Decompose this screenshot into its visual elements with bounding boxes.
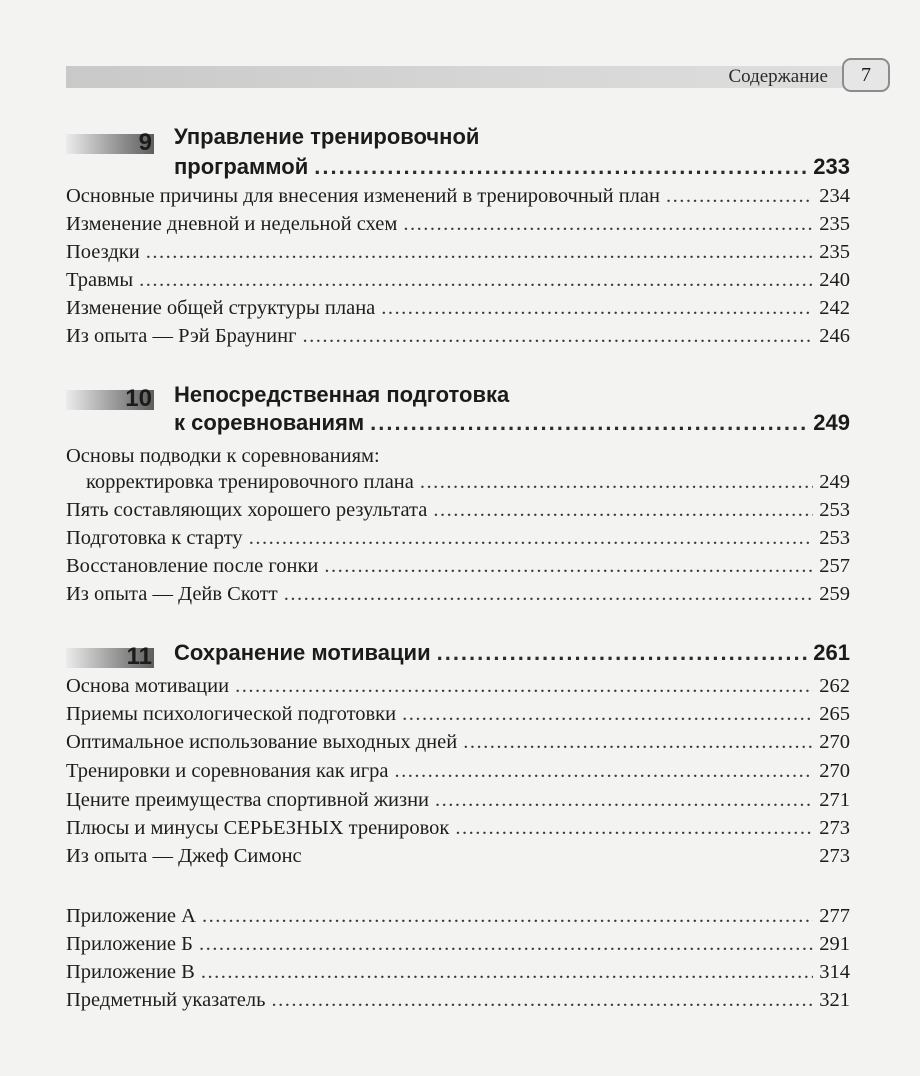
toc-entry[interactable] xyxy=(66,700,850,728)
entry-page: 249 xyxy=(819,471,850,493)
entry-page: 291 xyxy=(819,933,850,955)
toc-entry-appendix[interactable] xyxy=(66,958,850,986)
chapter-title-line xyxy=(174,122,850,152)
dot-leader xyxy=(201,958,813,986)
dot-leader xyxy=(139,266,813,294)
entry-title: Приложение В xyxy=(66,961,195,983)
entry-title: корректировка тренировочного плана xyxy=(86,471,414,493)
entry-page: 277 xyxy=(819,905,850,927)
toc-entry-appendix[interactable] xyxy=(66,930,850,958)
chapter-11-heading xyxy=(66,640,850,674)
entry-page: 234 xyxy=(819,185,850,207)
entry-page: 270 xyxy=(819,760,850,782)
entry-title: Приемы психологической подготовки xyxy=(66,703,397,725)
dot-leader xyxy=(249,524,814,552)
entry-title: Подготовка к старту xyxy=(66,527,243,549)
toc-entry[interactable] xyxy=(66,294,850,322)
dot-leader xyxy=(272,986,814,1014)
entry-page: 253 xyxy=(819,499,850,521)
entry-title: Плюсы и минусы СЕРЬЕЗНЫХ тренировок xyxy=(66,817,450,839)
chapter-title: к соревнованиям xyxy=(174,410,365,435)
chapter-title-line xyxy=(174,408,850,438)
chapter-title-line xyxy=(174,152,850,182)
entry-page: 265 xyxy=(819,703,850,725)
entry-page: 253 xyxy=(819,527,850,549)
entry-title: Оптимальное использование выходных дней xyxy=(66,731,458,753)
chapter-title: программой xyxy=(174,154,309,179)
dot-leader xyxy=(402,700,813,728)
chapter-title-line xyxy=(174,638,850,668)
chapter-number: 9 xyxy=(138,129,152,156)
toc-lead-line: Основы подводки к соревнованиям: xyxy=(66,445,380,467)
toc-entry[interactable] xyxy=(66,842,850,870)
entry-title: Из опыта — Рэй Браунинг xyxy=(66,325,297,347)
entry-page: 259 xyxy=(819,583,850,605)
dot-leader xyxy=(284,580,814,608)
entry-title: Приложение Б xyxy=(66,933,193,955)
entry-page: 235 xyxy=(819,213,850,235)
entry-page: 240 xyxy=(819,269,850,291)
entry-page: 273 xyxy=(819,817,850,839)
chapter-title: Непосредственная подготовка xyxy=(174,382,510,407)
toc-entry[interactable] xyxy=(66,814,850,842)
dot-leader xyxy=(324,552,813,580)
dot-leader xyxy=(146,238,814,266)
chapter-page: 233 xyxy=(813,154,850,179)
entry-page: 262 xyxy=(819,675,850,697)
chapter-title: Управление тренировочной xyxy=(174,124,480,149)
dot-leader xyxy=(435,786,813,814)
entry-title: Изменение дневной и недельной схем xyxy=(66,213,398,235)
entry-title: Изменение общей структуры плана xyxy=(66,297,376,319)
toc-entry[interactable] xyxy=(66,757,850,785)
entry-page: 257 xyxy=(819,555,850,577)
toc-entry[interactable] xyxy=(66,580,850,608)
toc-entry[interactable] xyxy=(86,468,850,496)
page-number: 7 xyxy=(842,58,890,92)
chapter-title: Сохранение мотивации xyxy=(174,640,431,665)
dot-leader xyxy=(666,182,813,210)
dot-leader xyxy=(314,152,807,182)
dot-leader xyxy=(199,930,813,958)
dot-leader xyxy=(202,902,813,930)
entry-page: 271 xyxy=(819,789,850,811)
toc-entry[interactable] xyxy=(66,210,850,238)
page-header-title: Содержание xyxy=(728,66,828,87)
toc-entry[interactable] xyxy=(66,238,850,266)
toc-entry[interactable] xyxy=(66,728,850,756)
chapter-page: 249 xyxy=(813,410,850,435)
dot-leader xyxy=(463,728,813,756)
dot-leader xyxy=(303,322,814,350)
dot-leader xyxy=(403,210,813,238)
toc-entry[interactable] xyxy=(66,552,850,580)
toc-entry-index[interactable] xyxy=(66,986,850,1014)
toc-entry-appendix[interactable] xyxy=(66,902,850,930)
dot-leader xyxy=(395,757,814,785)
entry-title: Из опыта — Джеф Симонс xyxy=(66,845,302,867)
entry-page: 314 xyxy=(819,961,850,983)
entry-title: Приложение А xyxy=(66,905,196,927)
toc-entry[interactable] xyxy=(66,322,850,350)
dot-leader xyxy=(420,468,813,496)
entry-title: Поездки xyxy=(66,241,140,263)
entry-title: Основа мотивации xyxy=(66,675,230,697)
toc-entry[interactable] xyxy=(66,786,850,814)
entry-page: 242 xyxy=(819,297,850,319)
dot-leader xyxy=(455,814,813,842)
dot-leader xyxy=(437,638,808,668)
dot-leader xyxy=(381,294,813,322)
entry-title: Цените преимущества спортивной жизни xyxy=(66,789,430,811)
entry-title: Пять составляющих хорошего результата xyxy=(66,499,428,521)
entry-page: 246 xyxy=(819,325,850,347)
dot-leader xyxy=(235,672,813,700)
entry-title: Основные причины для внесения изменений в тренировочный план xyxy=(66,185,660,207)
entry-title: Из опыта — Дейв Скотт xyxy=(66,583,278,605)
chapter-page: 261 xyxy=(813,640,850,665)
toc-entry[interactable] xyxy=(66,182,850,210)
toc-entry[interactable] xyxy=(66,672,850,700)
toc-entry[interactable] xyxy=(66,266,850,294)
toc-entry[interactable] xyxy=(66,496,850,524)
dot-leader xyxy=(433,496,813,524)
chapter-number: 11 xyxy=(126,643,152,670)
entry-page: 235 xyxy=(819,241,850,263)
chapter-number: 10 xyxy=(125,385,152,412)
toc-entry[interactable] xyxy=(66,524,850,552)
entry-title: Восстановление после гонки xyxy=(66,555,319,577)
entry-page: 273 xyxy=(819,845,850,867)
entry-page: 270 xyxy=(819,731,850,753)
entry-title: Тренировки и соревнования как игра xyxy=(66,760,389,782)
chapter-title-line xyxy=(174,380,850,410)
entry-page: 321 xyxy=(819,989,850,1011)
dot-leader xyxy=(370,408,807,438)
entry-title: Травмы xyxy=(66,269,134,291)
entry-title: Предметный указатель xyxy=(66,989,266,1011)
